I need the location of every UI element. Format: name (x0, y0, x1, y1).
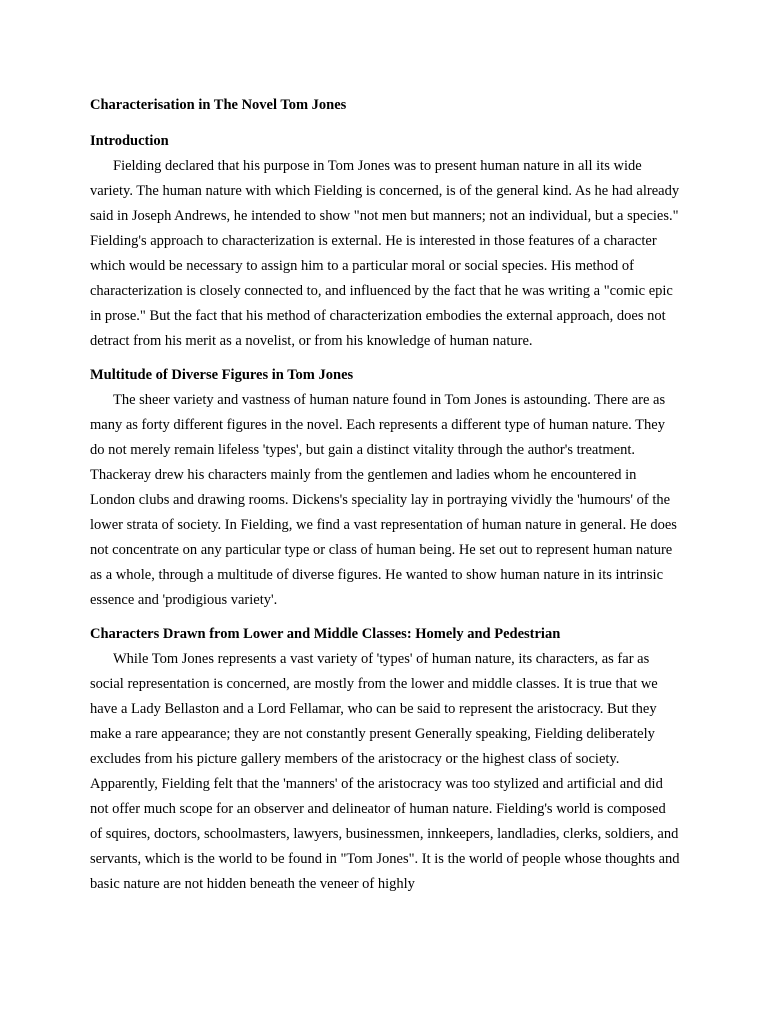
section-paragraph: The sheer variety and vastness of human nature found in Tom Jones is astounding. There are as many as forty different figures in the novel. Each represents a different type of human nature. They do not merely remain lifeless 'types', but gain a distinct vitality through the author's treatment. Thackeray drew his characters mainly from the gentlemen and ladies whom he encountered in London clubs and drawing rooms. Dickens's speciality lay in portraying vividly the 'humours' of the lower strata of society. In Fielding, we find a vast representation of human nature in general. He does not concentrate on any particular type or class of human being. He set out to represent human nature as a whole, through a multitude of diverse figures. He wanted to show human nature in its intrinsic essence and 'prodigious variety'. (90, 392, 677, 608)
section-heading: Multitude of Diverse Figures in Tom Jones (90, 367, 354, 383)
section-heading: Characters Drawn from Lower and Middle Classes: Homely and Pedestrian (90, 626, 561, 642)
section-paragraph: While Tom Jones represents a vast variety of 'types' of human nature, its characters, as far as social representation is concerned, are mostly from the lower and middle classes. It is true that we have a Lady Bellaston and a Lord Fellamar, who can be said to represent the aristocracy. But they make a rare appearance; they are not constantly present Generally speaking, Fielding deliberately excludes from his picture gallery members of the aristocracy or the highest class of society. Apparently, Fielding felt that the 'manners' of the aristocracy was too stylized and artificial and did not offer much scope for an observer and delineator of human nature. Fielding's world is composed of squires, doctors, schoolmasters, lawyers, businessmen, innkeepers, landladies, clerks, soldiers, and servants, which is the world to be found in "Tom Jones". It is the world of people whose thoughts and basic nature are not hidden beneath the veneer of highly (90, 651, 680, 892)
section-heading: Introduction (90, 133, 169, 149)
section-multitude-of-figures (90, 364, 680, 613)
document-page (90, 94, 680, 907)
document-title: Characterisation in The Novel Tom Jones (90, 97, 347, 113)
section-introduction (90, 130, 680, 354)
section-paragraph: Fielding declared that his purpose in Tom Jones was to present human nature in all its wide variety. The human nature with which Fielding is concerned, is of the general kind. As he had already said in Joseph Andrews, he intended to show "not men but manners; not an individual, but a species." Fielding's approach to characterization is external. He is interested in those features of a character which would be necessary to assign him to a particular moral or social species. His method of characterization is closely connected to, and influenced by the fact that he was writing a "comic epic in prose." But the fact that his method of characterization embodies the external approach, does not detract from his merit as a novelist, or from his knowledge of human nature. (90, 158, 680, 349)
section-lower-middle-classes (90, 623, 680, 897)
